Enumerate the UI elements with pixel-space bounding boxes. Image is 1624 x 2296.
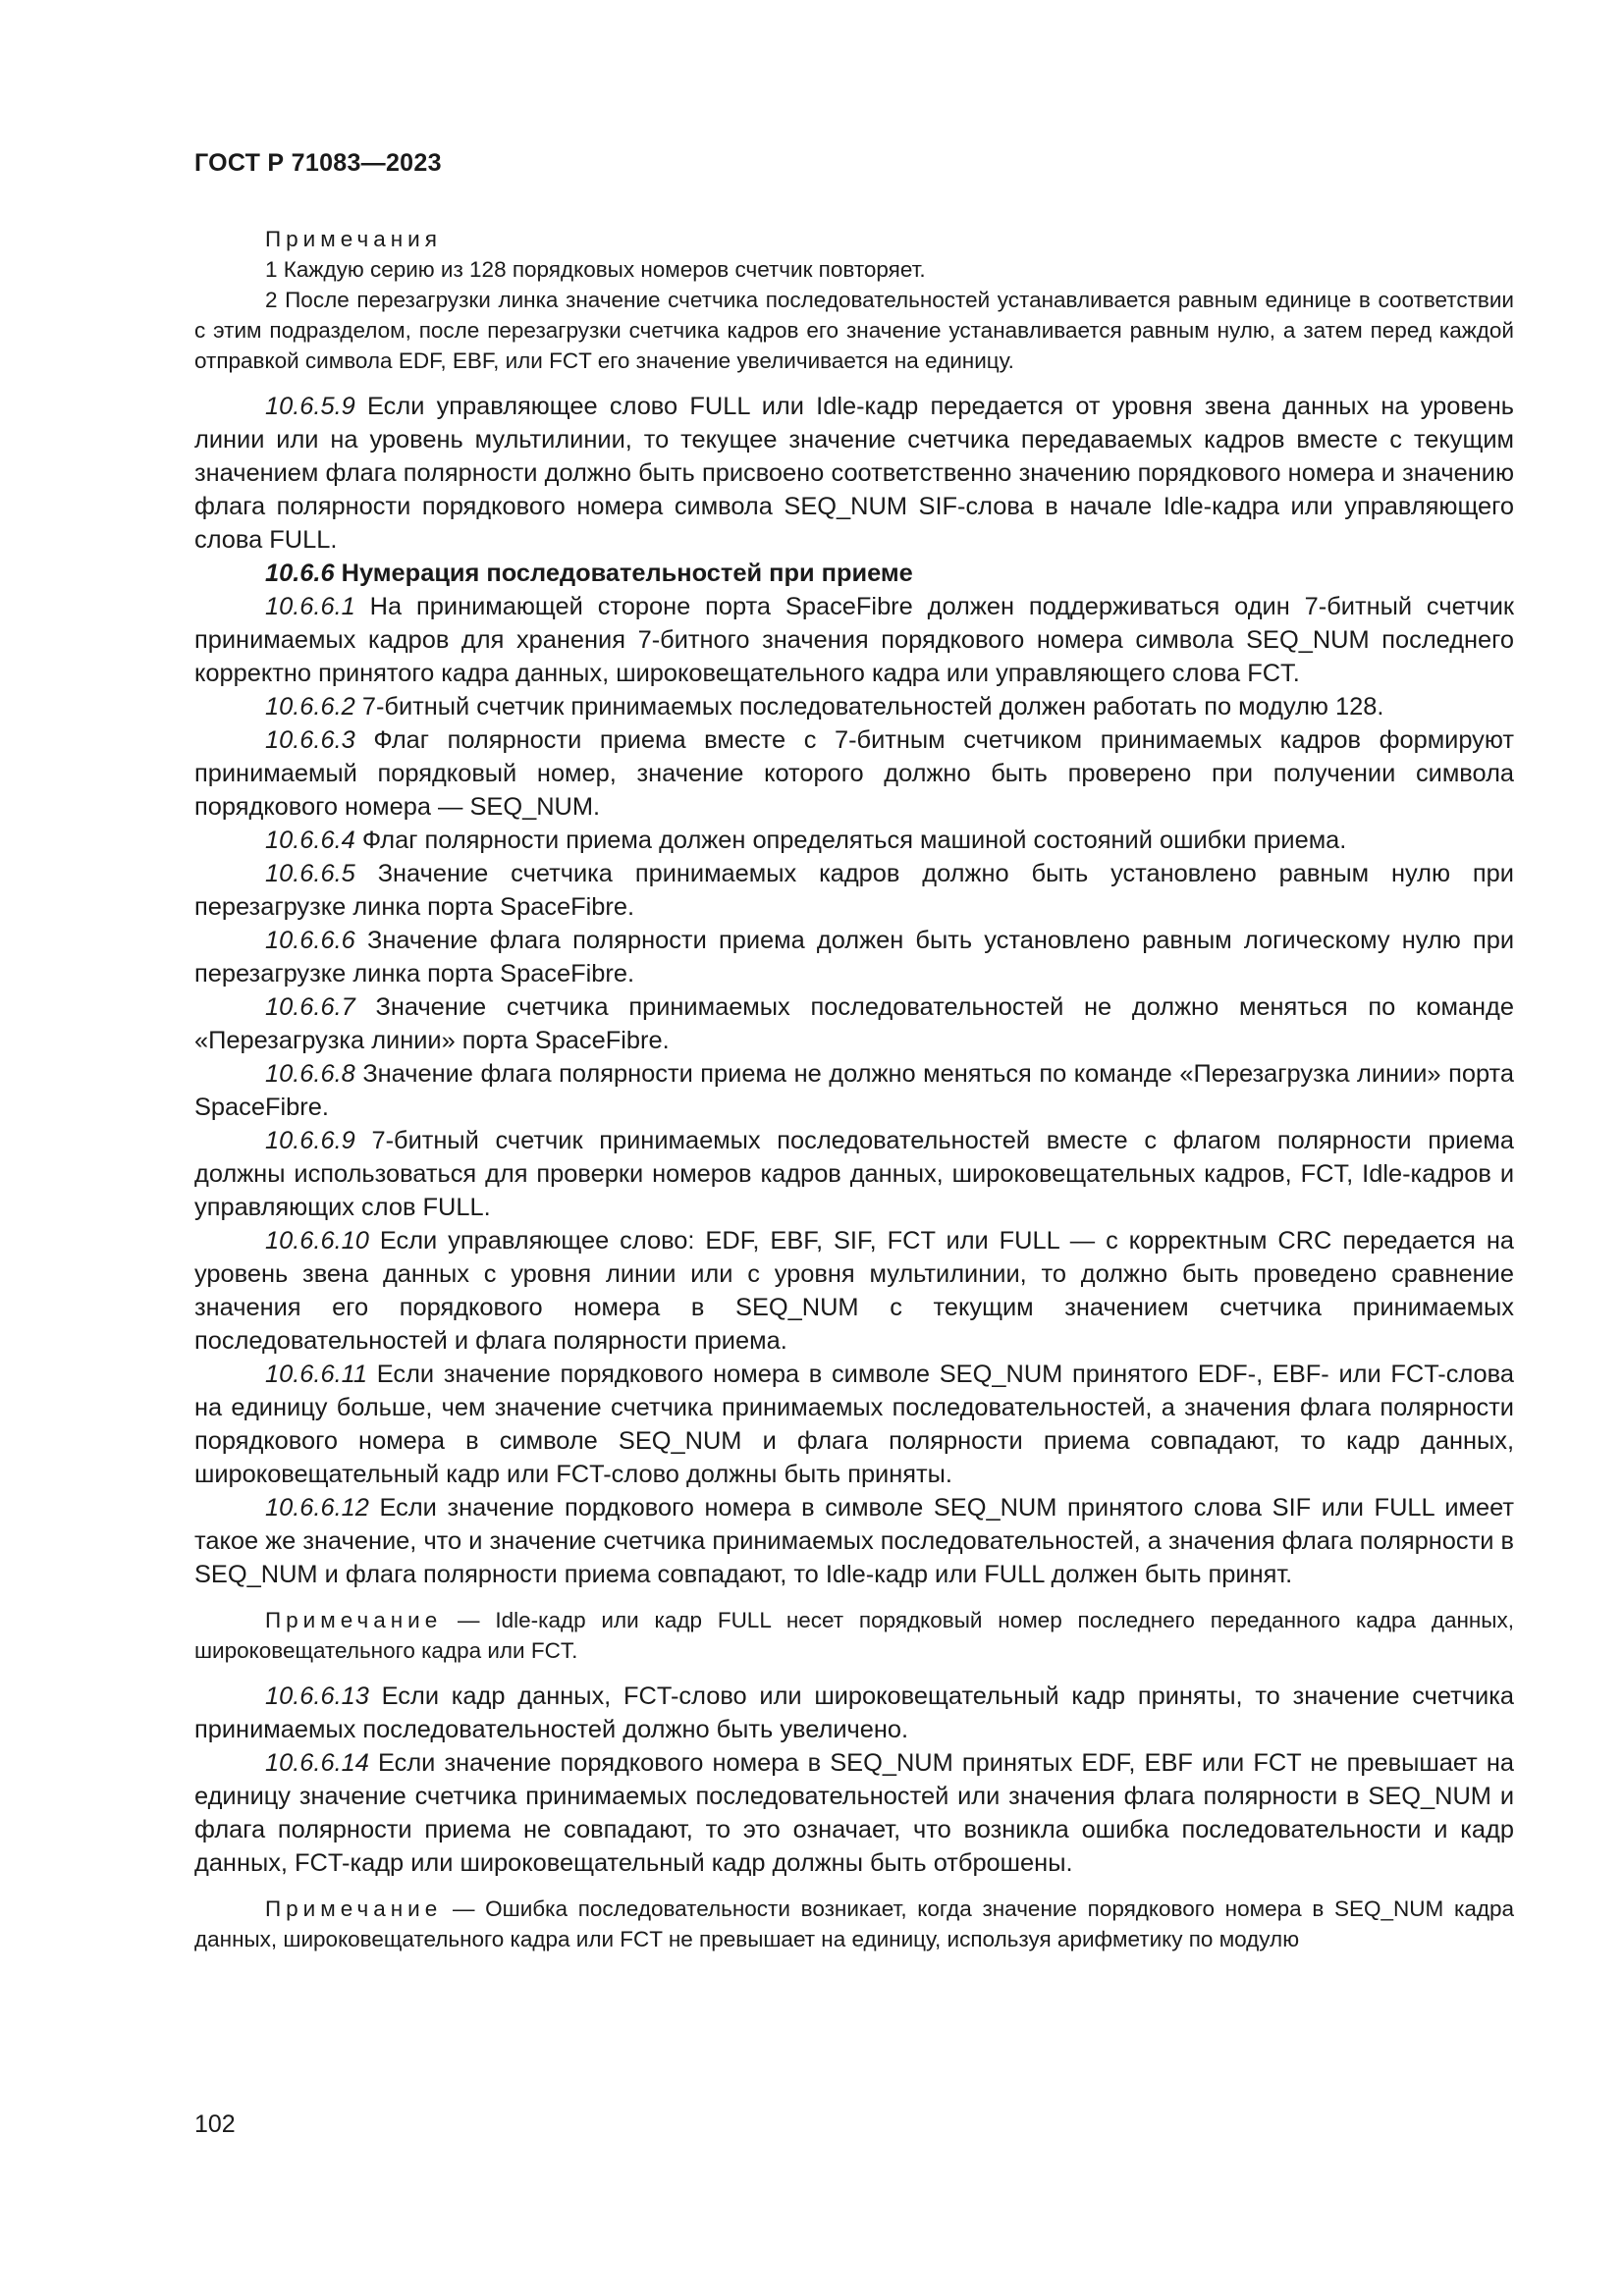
clause-text: Если значение порядкового номера в символе SEQ_NUM принятого EDF-, EBF- или FCT-слова на единицу больше, чем значение счетчика принимаемых последовательностей, а значения флага полярности порядкового номера в символе SEQ_NUM и флага полярности приема совпадают, то кадр данных, широковещательный кадр или FCT-слово должны быть приняты. — [194, 1361, 1514, 1488]
clause-text: 7-битный счетчик принимаемых последовательностей вместе с флагом полярности приема должны использоваться для проверки номеров кадров данных, широковещательных кадров, FCT, Idle-кадров и управляющих слов FULL. — [194, 1127, 1514, 1221]
clause-text: Значение флага полярности приема не должно меняться по команде «Перезагрузка линии» порта SpaceFibre. — [194, 1060, 1514, 1121]
clause-text: Если управляющее слово: EDF, EBF, SIF, FCT или FULL — с корректным CRC передается на уровень звена данных с уровня линии или с уровня мультилинии, то должно быть проведено сравнение значения его порядкового номера в SEQ_NUM с текущим значением счетчика принимаемых последовательностей и флага полярности приема. — [194, 1227, 1514, 1355]
clause-paragraph — [194, 1124, 1514, 1224]
clause-paragraph — [194, 690, 1514, 723]
clause-number: 10.6.6.7 — [265, 993, 355, 1021]
clause-number: 10.6.6.11 — [265, 1361, 368, 1388]
note-label: Примечание — [265, 1608, 443, 1632]
clause-number: 10.6.6.2 — [265, 693, 355, 721]
clause-number: 10.6.6.4 — [265, 827, 355, 854]
clause-paragraph — [194, 1746, 1514, 1880]
note-text: — Idle-кадр или кадр FULL несет порядковый номер последнего переданного кадра данных, широковещательного кадра или FCT. — [194, 1608, 1514, 1663]
clause-paragraph — [194, 924, 1514, 990]
note-paragraph — [194, 1894, 1514, 1954]
clause-number: 10.6.6.12 — [265, 1494, 369, 1522]
note-paragraph — [194, 1605, 1514, 1666]
clause-number: 10.6.6.10 — [265, 1227, 369, 1255]
clause-number: 10.6.6.9 — [265, 1127, 355, 1154]
clause-paragraph — [194, 1057, 1514, 1124]
clause-number: 10.6.6.14 — [265, 1749, 369, 1777]
note-text: — Ошибка последовательности возникает, когда значение порядкового номера в SEQ_NUM кадра данных, широковещательного кадра или FCT не превышает на единицу, используя арифметику по модулю — [194, 1896, 1514, 1951]
clause-paragraph — [194, 390, 1514, 557]
clause-paragraph — [194, 723, 1514, 824]
note-item: 1 Каждую серию из 128 порядковых номеров счетчик повторяет. — [265, 257, 926, 282]
clause-paragraph — [194, 990, 1514, 1057]
clause-paragraph — [194, 824, 1514, 857]
document-header: ГОСТ Р 71083—2023 — [194, 149, 442, 177]
clause-number: 10.6.6.1 — [265, 593, 355, 620]
clause-number: 10.6.6.8 — [265, 1060, 355, 1088]
clause-text: На принимающей стороне порта SpaceFibre должен поддерживаться один 7-битный счетчик принимаемых кадров для хранения 7-битного значения порядкового номера символа SEQ_NUM последнего корректно принятого кадра данных, широковещательного кадра или управляющего слова FCT. — [194, 593, 1514, 687]
section-heading — [194, 557, 1514, 590]
clause-paragraph — [194, 1358, 1514, 1491]
section-number: 10.6.6 — [265, 560, 335, 587]
clause-text: Значение счетчика принимаемых кадров должно быть установлено равным нулю при перезагрузке линка порта SpaceFibre. — [194, 860, 1514, 921]
note-label: Примечание — [265, 1896, 443, 1921]
clause-number: 10.6.6.13 — [265, 1682, 369, 1710]
clause-paragraph — [194, 857, 1514, 924]
clause-number: 10.6.6.6 — [265, 927, 355, 954]
clause-text: 7-битный счетчик принимаемых последовательностей должен работать по модулю 128. — [361, 693, 1384, 721]
clause-text: Если кадр данных, FCT-слово или широковещательный кадр приняты, то значение счетчика принимаемых последовательностей должно быть увеличено. — [194, 1682, 1514, 1743]
page-number: 102 — [194, 2110, 236, 2138]
clause-number: 10.6.6.3 — [265, 726, 355, 754]
clause-text: Если значение пордкового номера в символе SEQ_NUM принятого слова SIF или FULL имеет такое же значение, что и значение счетчика принимаемых последовательностей, а значения флага полярности в SEQ_NUM и флага полярности приема совпадают, то Idle-кадр или FULL должен быть принят. — [194, 1494, 1514, 1588]
clause-number: 10.6.5.9 — [265, 393, 355, 420]
clause-number: 10.6.6.5 — [265, 860, 355, 887]
clause-text: Значение флага полярности приема должен быть установлено равным логическому нулю при перезагрузке линка порта SpaceFibre. — [194, 927, 1514, 988]
clause-paragraph — [194, 1680, 1514, 1746]
clause-text: Значение счетчика принимаемых последовательностей не должно меняться по команде «Перезагрузка линии» порта SpaceFibre. — [194, 993, 1514, 1054]
clause-paragraph — [194, 590, 1514, 690]
clause-text: Если управляющее слово FULL или Idle-кадр передается от уровня звена данных на уровень линии или на уровень мультилинии, то текущее значение счетчика передаваемых кадров вместе с текущим значением флага полярности должно быть присвоено соответственно значению порядкового номера и значению флага полярности порядкового номера символа SEQ_NUM SIF-слова в начале Idle-кадра или управляющего слова FULL. — [194, 393, 1515, 554]
section-title: Нумерация последовательностей при приеме — [341, 560, 913, 587]
document-body — [194, 224, 1514, 1954]
clause-paragraph — [194, 1224, 1514, 1358]
clause-paragraph — [194, 1491, 1514, 1591]
clause-text: Флаг полярности приема должен определяться машиной состояний ошибки приема. — [361, 827, 1347, 854]
clause-text: Если значение порядкового номера в SEQ_NUM принятых EDF, EBF или FCT не превышает на единицу значение счетчика принимаемых последовательностей или значения флага полярности в SEQ_NUM и флага полярности приема не совпадают, то это означает, что возникла ошибка последовательности и кадр данных, FCT-кадр или широковещательный кадр должны быть отброшены. — [194, 1749, 1514, 1877]
clause-text: Флаг полярности приема вместе с 7-битным счетчиком принимаемых кадров формируют принимаемый порядковый номер, значение которого должно быть проверено при получении символа порядкового номера — SEQ_NUM. — [194, 726, 1514, 821]
note-item: 2 После перезагрузки линка значение счетчика последовательностей устанавливается равным единице в соответствии с этим подразделом, после перезагрузки счетчика кадров его значение устанавливается равным нулю, а затем перед каждой отправкой символа EDF, EBF, или FCT его значение увеличивается на единицу. — [194, 288, 1514, 373]
notes-title: Примечания — [265, 227, 442, 251]
